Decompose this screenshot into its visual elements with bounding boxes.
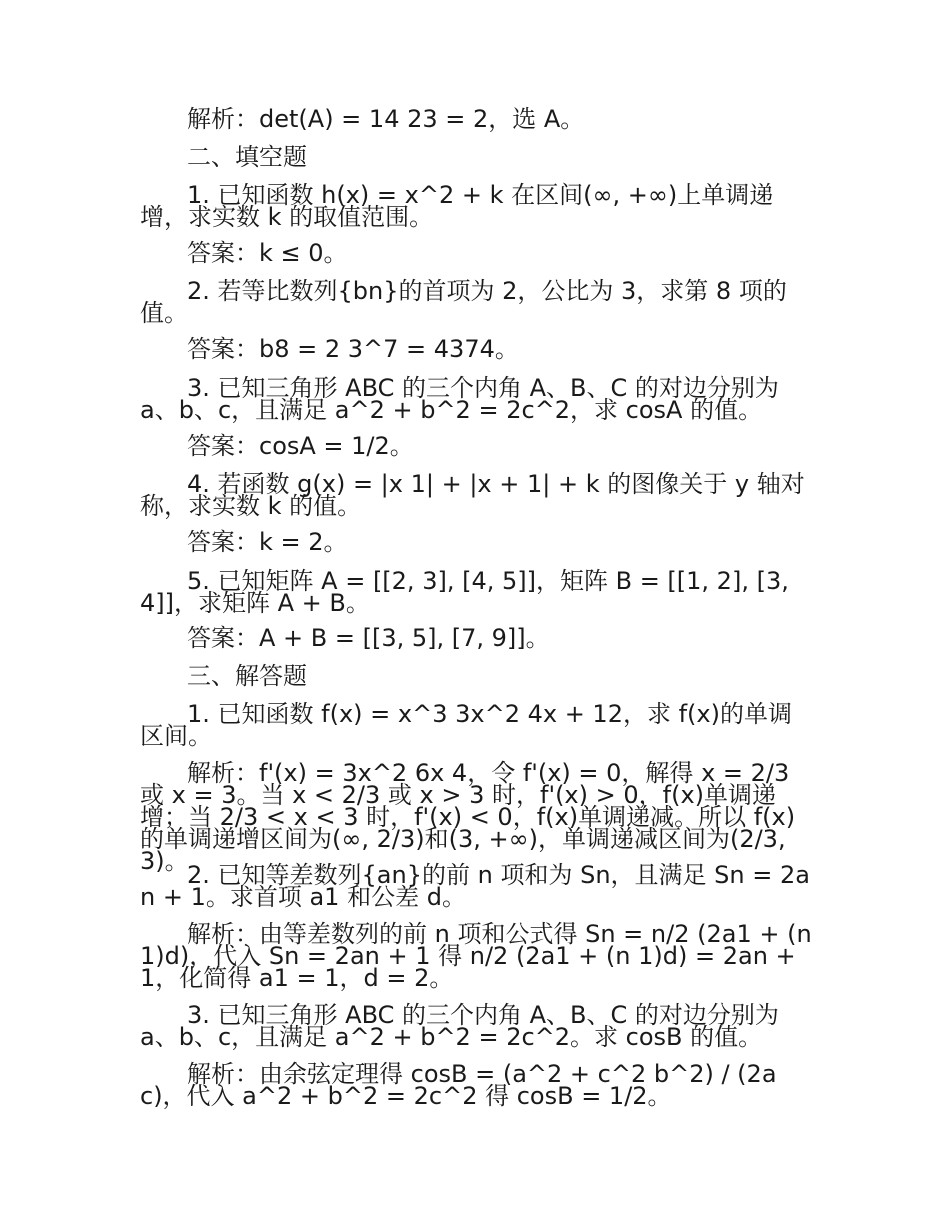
fill-question-4: 4. 若函数 g(x) = |x 1| + |x + 1| + k 的图像关于 y 轴对称，求实数 k 的值。 bbox=[140, 470, 805, 520]
fill-answer-4: 答案：k = 2。 bbox=[187, 528, 348, 556]
solve-question-3: 3. 已知三角形 ABC 的三个内角 A、B、C 的对边分别为 a、b、c，且满足 a^2 + b^2 = 2c^2。求 cosB 的值。 bbox=[140, 1001, 779, 1051]
section-fill-blank-heading: 二、填空题 bbox=[187, 143, 307, 171]
solve-analysis-2: 解析：由等差数列的前 n 项和公式得 Sn = n/2 (2a1 + (n 1)d)，代入 Sn = 2an + 1 得 n/2 (2a1 + (n 1)d) = 2an + 1，化简得 a1 = 1，d = 2。 bbox=[140, 920, 812, 992]
fill-question-1: 1. 已知函数 h(x) = x^2 + k 在区间(∞, +∞)上单调递增，求实数 k 的取值范围。 bbox=[140, 181, 774, 231]
fill-answer-1: 答案：k ≤ 0。 bbox=[187, 239, 348, 267]
fill-answer-3: 答案：cosA = 1/2。 bbox=[187, 432, 414, 460]
fill-question-5: 5. 已知矩阵 A = [[2, 3], [4, 5]]，矩阵 B = [[1, 2], [3, 4]]，求矩阵 A + B。 bbox=[140, 567, 789, 617]
solve-question-1: 1. 已知函数 f(x) = x^3 3x^2 4x + 12，求 f(x)的单调区间。 bbox=[140, 700, 792, 750]
analysis-det: 解析：det(A) = 14 23 = 2，选 A。 bbox=[187, 105, 585, 133]
solve-analysis-3: 解析：由余弦定理得 cosB = (a^2 + c^2 b^2) / (2ac)，代入 a^2 + b^2 = 2c^2 得 cosB = 1/2。 bbox=[140, 1060, 777, 1110]
fill-answer-5: 答案：A + B = [[3, 5], [7, 9]]。 bbox=[187, 624, 550, 652]
solve-question-2: 2. 已知等差数列{an}的前 n 项和为 Sn，且满足 Sn = 2an + 1。求首项 a1 和公差 d。 bbox=[140, 861, 810, 911]
fill-answer-2: 答案：b8 = 2 3^7 = 4374。 bbox=[187, 335, 519, 363]
solve-analysis-1: 解析：f'(x) = 3x^2 6x 4，令 f'(x) = 0，解得 x = 2/3 或 x = 3。当 x < 2/3 或 x > 3 时，f'(x) > 0，f(x)单调递增；当 2/3 < x < 3 时，f'(x) < 0，f(x)单调递减。所以 f(x)的单调递增区间为(∞, 2/3)和(3, +∞)，单调递减区间为(2/3, 3)。 bbox=[140, 759, 796, 875]
fill-question-3: 3. 已知三角形 ABC 的三个内角 A、B、C 的对边分别为 a、b、c，且满足 a^2 + b^2 = 2c^2，求 cosA 的值。 bbox=[140, 374, 779, 424]
section-solve-heading: 三、解答题 bbox=[187, 662, 307, 690]
fill-question-2: 2. 若等比数列{bn}的首项为 2，公比为 3，求第 8 项的值。 bbox=[140, 277, 787, 327]
